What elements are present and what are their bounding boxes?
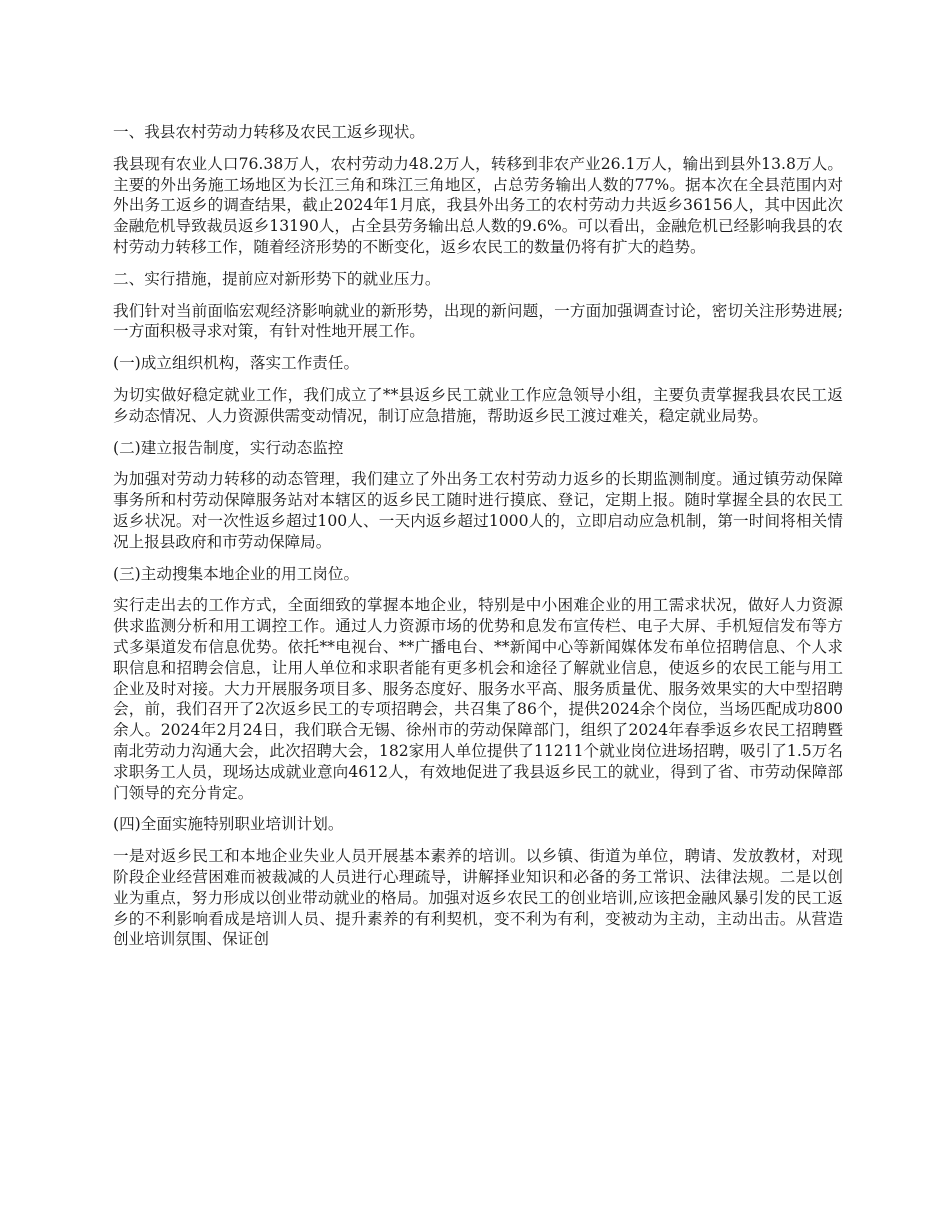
section-heading-2: 二、实行措施，提前应对新形势下的就业压力。 (113, 269, 441, 288)
document-body (113, 122, 843, 961)
paragraph-reporting: 为加强对劳动力转移的动态管理，我们建立了外出务工农村劳动力返乡的长期监测制度。通过镇劳动保障事务所和村劳动保障服务站对本辖区的返乡民工随时进行摸底、登记，定期上报。随时掌握全县的农民工返乡状况。对一次性返乡超过100人、一天内返乡超过1000人的，立即启动应急机制，第一时间将相关情况上报县政府和市劳动保障局。 (113, 470, 843, 551)
subsection-heading-4: (四)全面实施特别职业培训计划。 (113, 815, 344, 834)
subsection-heading-3: (三)主动搜集本地企业的用工岗位。 (113, 564, 360, 583)
paragraph-job-collection: 实行走出去的工作方式，全面细致的掌握本地企业，特别是中小困难企业的用工需求状况，做好人力资源供求监测分析和用工调控工作。通过人力资源市场的优势和息发布宣传栏、电子大屏、手机短信发布等方式多渠道发布信息优势。依托**电视台、**广播电台、**新闻中心等新闻媒体发布单位招聘信息、个人求职信息和招聘会信息，让用人单位和求职者能有更多机会和途径了解就业信息，使返乡的农民工能与用工企业及时对接。大力开展服务项目多、服务态度好、服务水平高、服务质量优、服务效果实的大中型招聘会，前，我们召开了2次返乡民工的专项招聘会，共召集了86个，提供2024余个岗位，当场匹配成功800余人。2024年2月24日，我们联合无锡、徐州市的劳动保障部门，组织了2024年春季返乡农民工招聘暨南北劳动力沟通大会，此次招聘大会，182家用人单位提供了11211个就业岗位进场招聘，吸引了1.5万名求职务工人员，现场达成就业意向4612人，有效地促进了我县返乡民工的就业，得到了省、市劳动保障部门领导的充分肯定。 (113, 596, 843, 802)
paragraph-organization: 为切实做好稳定就业工作，我们成立了**县返乡民工就业工作应急领导小组，主要负责掌握我县农民工返乡动态情况、人力资源供需变动情况，制订应急措施，帮助返乡民工渡过难关，稳定就业局势。 (113, 385, 843, 425)
paragraph-measures-intro: 我们针对当前面临宏观经济影响就业的新形势，出现的新问题，一方面加强调查讨论，密切关注形势进展;一方面积极寻求对策，有针对性地开展工作。 (113, 301, 843, 341)
paragraph-training: 一是对返乡民工和本地企业失业人员开展基本素养的培训。以乡镇、街道为单位，聘请、发放教材，对现阶段企业经营困难而被裁减的人员进行心理疏导，讲解择业知识和必备的务工常识、法律法规。二是以创业为重点，努力形成以创业带动就业的格局。加强对返乡农民工的创业培训,应该把金融风暴引发的民工返乡的不利影响看成是培训人员、提升素养的有利契机，变不利为有利，变被动为主动，主动出击。从营造创业培训氛围、保证创 (113, 847, 843, 949)
subsection-heading-1: (一)成立组织机构，落实工作责任。 (113, 354, 360, 373)
section-heading-1: 一、我县农村劳动力转移及农民工返乡现状。 (113, 123, 425, 141)
subsection-heading-2: (二)建立报告制度，实行动态监控 (113, 438, 344, 457)
paragraph-status: 我县现有农业人口76.38万人，农村劳动力48.2万人，转移到非农产业26.1万人，输出到县外13.8万人。主要的外出务施工场地区为长江三角和珠江三角地区，占总劳务输出人数的77%。据本次在全县范围内对外出务工返乡的调查结果，截止2024年1月底，我县外出务工的农村劳动力共返乡36156人，其中因此次金融危机导致裁员返乡13190人，占全县劳务输出总人数的9.6%。可以看出，金融危机已经影响我县的农村劳动力转移工作，随着经济形势的不断变化，返乡农民工的数量仍将有扩大的趋势。 (113, 154, 843, 256)
